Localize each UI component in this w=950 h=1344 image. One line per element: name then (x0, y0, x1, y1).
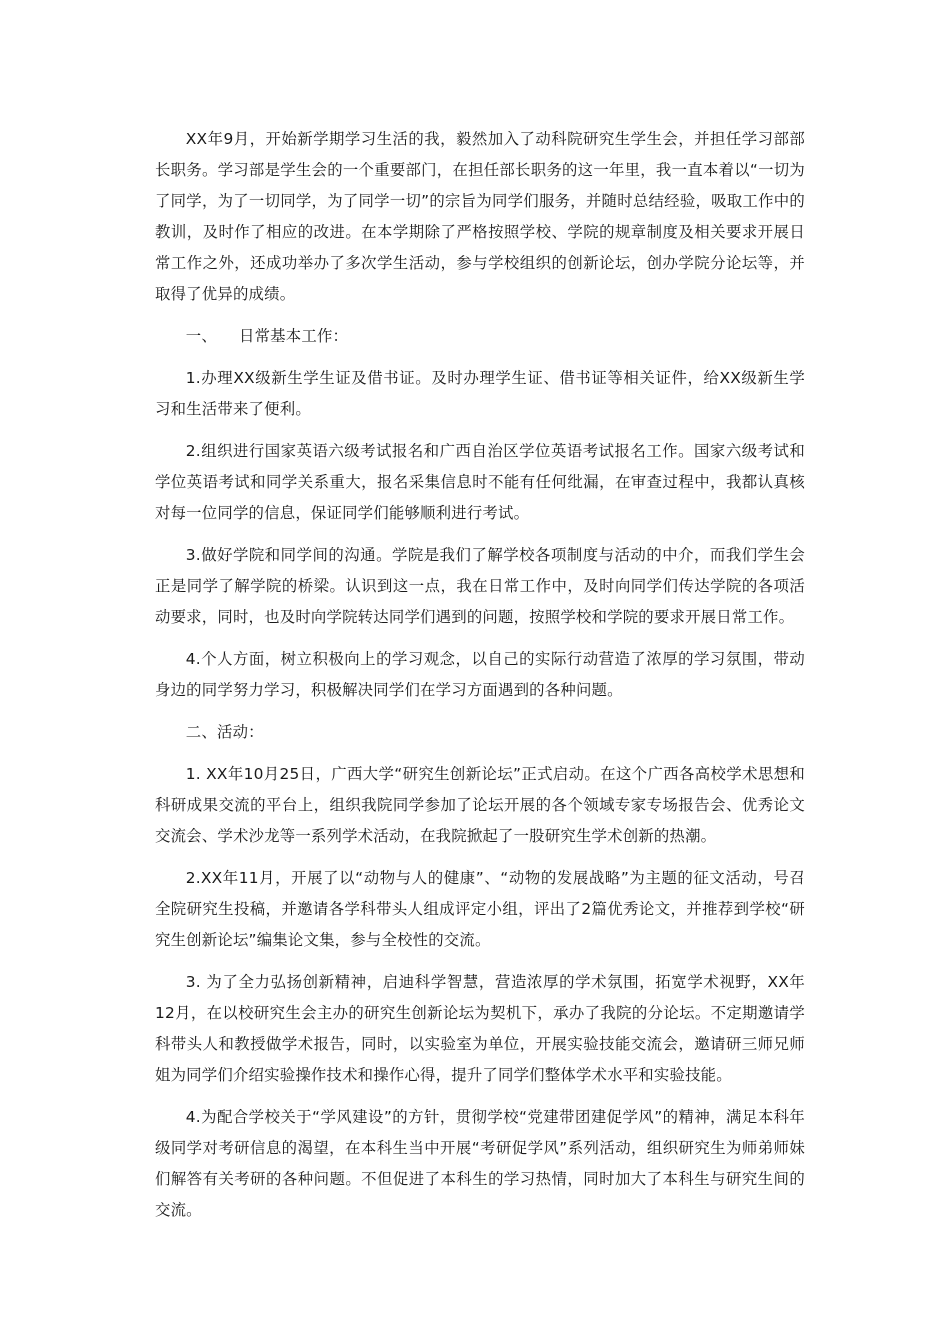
document-page (155, 124, 805, 1237)
daily-work-item-2: 2.组织进行国家英语六级考试报名和广西自治区学位英语考试报名工作。国家六级考试和学位英语考试和同学关系重大，报名采集信息时不能有任何纰漏，在审查过程中，我都认真核对每一位同学的信息，保证同学们能够顺利进行考试。 (155, 442, 805, 522)
section-number: 一、 (185, 327, 217, 345)
daily-work-item-3: 3.做好学院和同学间的沟通。学院是我们了解学校各项制度与活动的中介，而我们学生会正是同学了解学院的桥梁。认识到这一点，我在日常工作中，及时向同学们传达学院的各项活动要求，同时，也及时向学院转达同学们遇到的问题，按照学校和学院的要求开展日常工作。 (155, 546, 805, 626)
section-heading-daily-work (155, 321, 805, 352)
section-title: 日常基本工作： (238, 327, 349, 345)
activity-item-1: 1. XX年10月25日，广西大学“研究生创新论坛”正式启动。在这个广西各高校学术思想和科研成果交流的平台上，组织我院同学参加了论坛开展的各个领域专家专场报告会、优秀论文交流会、学术沙龙等一系列学术活动，在我院掀起了一股研究生学术创新的热潮。 (155, 765, 805, 845)
daily-work-item-4: 4.个人方面，树立积极向上的学习观念，以自己的实际行动营造了浓厚的学习氛围，带动身边的同学努力学习，积极解决同学们在学习方面遇到的各种问题。 (155, 650, 805, 699)
daily-work-item-1: 1.办理XX级新生学生证及借书证。及时办理学生证、借书证等相关证件，给XX级新生学习和生活带来了便利。 (155, 369, 805, 418)
activity-item-4: 4.为配合学校关于“学风建设”的方针，贯彻学校“党建带团建促学风”的精神，满足本科年级同学对考研信息的渴望，在本科生当中开展“考研促学风”系列活动，组织研究生为师弟师妹们解答有关考研的各种问题。不但促进了本科生的学习热情，同时加大了本科生与研究生间的交流。 (155, 1108, 805, 1219)
section-heading-activities: 二、活动： (185, 723, 264, 741)
activity-item-2: 2.XX年11月，开展了以“动物与人的健康”、“动物的发展战略”为主题的征文活动，号召全院研究生投稿，并邀请各学科带头人组成评定小组，评出了2篇优秀论文，并推荐到学校“研究生创新论坛”编集论文集，参与全校性的交流。 (155, 869, 805, 949)
intro-paragraph: XX年9月，开始新学期学习生活的我，毅然加入了动科院研究生学生会，并担任学习部部长职务。学习部是学生会的一个重要部门，在担任部长职务的这一年里，我一直本着以“一切为了同学，为了一切同学，为了同学一切”的宗旨为同学们服务，并随时总结经验，吸取工作中的教训，及时作了相应的改进。在本学期除了严格按照学校、学院的规章制度及相关要求开展日常工作之外，还成功举办了多次学生活动，参与学校组织的创新论坛，创办学院分论坛等，并取得了优异的成绩。 (155, 130, 805, 303)
activity-item-3: 3. 为了全力弘扬创新精神，启迪科学智慧，营造浓厚的学术氛围，拓宽学术视野，XX年12月，在以校研究生会主办的研究生创新论坛为契机下，承办了我院的分论坛。不定期邀请学科带头人和教授做学术报告，同时，以实验室为单位，开展实验技能交流会，邀请研三师兄师姐为同学们介绍实验操作技术和操作心得，提升了同学们整体学术水平和实验技能。 (155, 973, 805, 1084)
